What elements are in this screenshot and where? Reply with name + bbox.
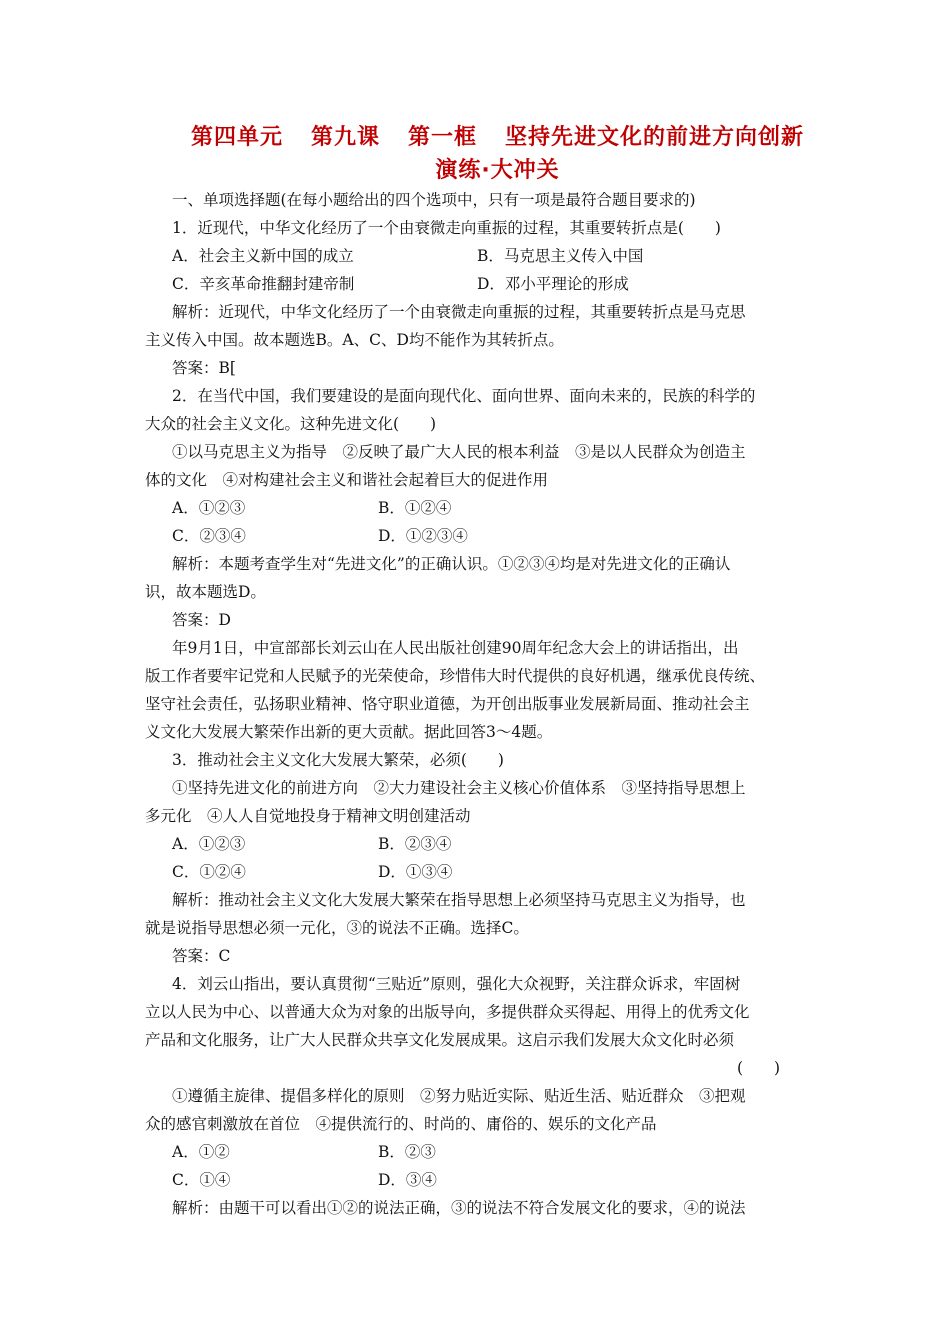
q2-stem-line2: 大众的社会主义文化。这种先进文化( ) (145, 415, 437, 433)
q2-analysis-line2: 识，故本题选D。 (145, 583, 266, 601)
material-line3: 坚守社会责任，弘扬职业精神、恪守职业道德，为开创出版事业发展新局面、推动社会主 (145, 695, 750, 713)
q1-option-d: D．邓小平理论的形成 (477, 275, 629, 293)
q3-option-b: B．②③④ (378, 835, 452, 853)
section-heading: 一、单项选择题(在每小题给出的四个选项中，只有一项是最符合题目要求的) (172, 191, 696, 209)
q2-option-d: D．①②③④ (378, 527, 468, 545)
q2-option-c: C．②③④ (172, 527, 246, 545)
q2-items-line1: ①以马克思主义为指导 ②反映了最广大人民的根本利益 ③是以人民群众为创造主 (172, 443, 746, 461)
q4-items-line2: 众的感官刺激放在首位 ④提供流行的、时尚的、庸俗的、娱乐的文化产品 (145, 1115, 657, 1133)
q4-option-d: D．③④ (378, 1171, 437, 1189)
title-frame: 第一框 (408, 125, 478, 150)
material-line4: 义文化大发展大繁荣作出新的更大贡献。据此回答3～4题。 (145, 723, 553, 741)
q1-option-c: C．辛亥革命推翻封建帝制 (172, 275, 355, 293)
q2-option-b: B．①②④ (378, 499, 452, 517)
document-title (145, 120, 850, 151)
q4-option-a: A．①② (172, 1143, 230, 1161)
q2-answer: 答案：D (172, 611, 231, 629)
q1-option-a: A．社会主义新中国的成立 (172, 247, 354, 265)
q3-answer: 答案：C (172, 947, 231, 965)
q3-option-d: D．①③④ (378, 863, 453, 881)
material-line2: 版工作者要牢记党和人民赋予的光荣使命，珍惜伟大时代提供的良好机遇，继承优良传统、 (145, 667, 766, 685)
q3-items-line1: ①坚持先进文化的前进方向 ②大力建设社会主义核心价值体系 ③坚持指导思想上 (172, 779, 746, 797)
q3-analysis-line1: 解析：推动社会主义文化大发展大繁荣在指导思想上必须坚持马克思主义为指导，也 (172, 891, 746, 909)
q4-option-c: C．①④ (172, 1171, 231, 1189)
q4-stem-line3: 产品和文化服务，让广大人民群众共享文化发展成果。这启示我们发展大众文化时必须 (145, 1031, 735, 1049)
q3-stem: 3．推动社会主义文化大发展大繁荣，必须( ) (172, 751, 504, 769)
q3-items-line2: 多元化 ④人人自觉地投身于精神文明创建活动 (145, 807, 471, 825)
title-unit: 第四单元 (190, 125, 283, 150)
q4-stem-line1: 4．刘云山指出，要认真贯彻“三贴近”原则，强化大众视野，关注群众诉求，牢固树 (172, 975, 741, 993)
q4-option-b: B．②③ (378, 1143, 436, 1161)
q1-analysis-line1: 解析：近现代，中华文化经历了一个由衰微走向重振的过程，其重要转折点是马克思 (172, 303, 746, 321)
q3-option-a: A．①②③ (172, 835, 246, 853)
title-topic: 坚持先进文化的前进方向创新 (505, 125, 805, 150)
q1-stem: 1．近现代，中华文化经历了一个由衰微走向重振的过程，其重要转折点是( ) (172, 219, 721, 237)
document-subtitle: 演练·大冲关 (435, 158, 560, 183)
q4-items-line1: ①遵循主旋律、提倡多样化的原则 ②努力贴近实际、贴近生活、贴近群众 ③把观 (172, 1087, 746, 1105)
q4-stem-line2: 立以人民为中心、以普通大众为对象的出版导向，多提供群众买得起、用得上的优秀文化 (145, 1003, 750, 1021)
q1-analysis-line2: 主义传入中国。故本题选B。A、C、D均不能作为其转折点。 (145, 331, 564, 349)
material-line1: 年9月1日，中宣部部长刘云山在人民出版社创建90周年纪念大会上的讲话指出，出 (172, 639, 739, 657)
title-lesson: 第九课 (310, 125, 380, 150)
q4-answer-blank: ( ) (737, 1059, 781, 1077)
q1-option-b: B．马克思主义传入中国 (477, 247, 644, 265)
q1-answer: 答案：B[ (172, 359, 236, 377)
q4-analysis-line1: 解析：由题干可以看出①②的说法正确，③的说法不符合发展文化的要求，④的说法 (172, 1199, 746, 1217)
q2-stem-line1: 2．在当代中国，我们要建设的是面向现代化、面向世界、面向未来的，民族的科学的 (172, 387, 756, 405)
q2-items-line2: 体的文化 ④对构建社会主义和谐社会起着巨大的促进作用 (145, 471, 549, 489)
q2-analysis-line1: 解析：本题考查学生对“先进文化”的正确认识。①②③④均是对先进文化的正确认 (172, 555, 731, 573)
q2-option-a: A．①②③ (172, 499, 246, 517)
q3-analysis-line2: 就是说指导思想必须一元化，③的说法不正确。选择C。 (145, 919, 529, 937)
q3-option-c: C．①②④ (172, 863, 246, 881)
